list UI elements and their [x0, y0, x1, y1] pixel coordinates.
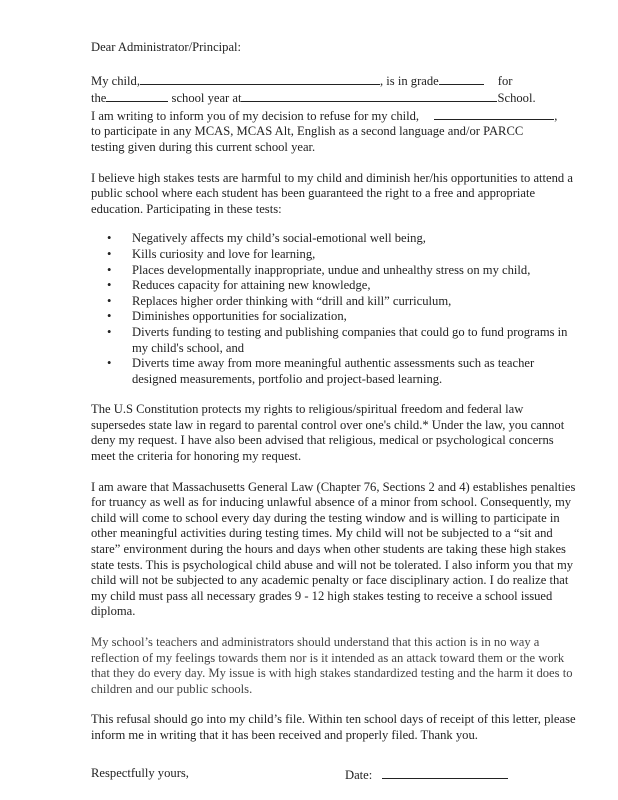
date-blank	[382, 766, 508, 779]
refuse-text: I am writing to inform you of my decision to refuse for my child,	[91, 108, 420, 123]
date-label: Date:	[345, 767, 373, 782]
intro-block	[91, 72, 578, 156]
list-item: • Diminishes opportunities for socialization,	[132, 309, 578, 325]
school-name-blank	[241, 89, 497, 102]
for-text: for	[497, 73, 513, 88]
grade-blank	[439, 72, 484, 85]
school-year-at-text: school year at	[171, 91, 242, 106]
intro-line-5: testing given during this current school year.	[91, 139, 316, 154]
school-year-blank	[106, 89, 168, 102]
refused-child-blank	[434, 107, 554, 120]
law-paragraph: I am aware that Massachusetts General Law (Chapter 76, Sections 2 and 4) establishes penalties for truancy as well as for inducing unlawful absence of a minor from school. Consequently, my child will come to school every day during the testing window and is willing to participate in other meaningful activities during testing times. My child will not be subjected to a “sit and stare” environment during the hours and days when other students are taking these high stakes state tests. This is psychological child abuse and will not be tolerated. I also inform you that my child will not be subjected to any academic penalty or face disciplinary action. I do realize that my child must pass all necessary grades 9 - 12 high stakes testing to receive a school issued diploma.	[91, 479, 576, 619]
list-item: • Reduces capacity for attaining new knowledge,	[132, 278, 578, 294]
intro-line-2	[91, 89, 578, 107]
school-text: School.	[497, 91, 536, 106]
signoff: Respectfully yours,	[91, 765, 189, 780]
intro-line-4: to participate in any MCAS, MCAS Alt, English as a second language and/or PARCC	[91, 124, 524, 139]
my-child-text: My child,	[91, 73, 140, 88]
salutation: Dear Administrator/Principal:	[91, 40, 242, 54]
list-item: • Places developmentally inappropriate, undue and unhealthy stress on my child,	[132, 263, 578, 279]
comma-text: ,	[554, 108, 558, 123]
intro-line-1	[91, 72, 578, 90]
child-name-blank	[140, 72, 380, 85]
closing-block	[91, 766, 578, 782]
constitution-paragraph: The U.S Constitution protects my rights to religious/spiritual freedom and federal law supersedes state law in regard to parental control over one's child.* Under the law, you cannot deny my request. I have also been advised that religious, medical or psychological concerns meet the criteria for honoring my request.	[91, 402, 565, 464]
list-item: • Diverts funding to testing and publishing companies that could go to fund programs in my child's school, and	[132, 325, 578, 356]
list-item: • Diverts time away from more meaningful authentic assessments such as teacher designed measurements, portfolio and project-based learning.	[132, 356, 578, 387]
intro-line-3	[91, 107, 578, 125]
list-item: • Replaces higher order thinking with “drill and kill” curriculum,	[132, 294, 578, 310]
list-item: • Kills curiosity and love for learning,	[132, 247, 578, 263]
the-text: the	[91, 91, 107, 106]
reasons-list	[91, 231, 578, 387]
file-paragraph: This refusal should go into my child’s file. Within ten school days of receipt of this letter, please inform me in writing that it has been received and properly filed. Thank you.	[91, 712, 576, 742]
list-item: • Negatively affects my child’s social-emotional well being,	[132, 231, 578, 247]
date-field	[345, 766, 508, 784]
beliefs-intro: I believe high stakes tests are harmful to my child and diminish her/his opportunities to attend a public school where each student has been guaranteed the right to a free and appropriate education. Participating in these tests:	[91, 170, 573, 216]
teachers-paragraph: My school’s teachers and administrators should understand that this action is in no way a reflection of my feelings towards them nor is it intended as an attack toward them or the work that they do every day. My issue is with high stakes standardized testing and the harm it does to children and our public schools.	[91, 635, 573, 696]
grade-text: , is in grade	[379, 73, 439, 88]
